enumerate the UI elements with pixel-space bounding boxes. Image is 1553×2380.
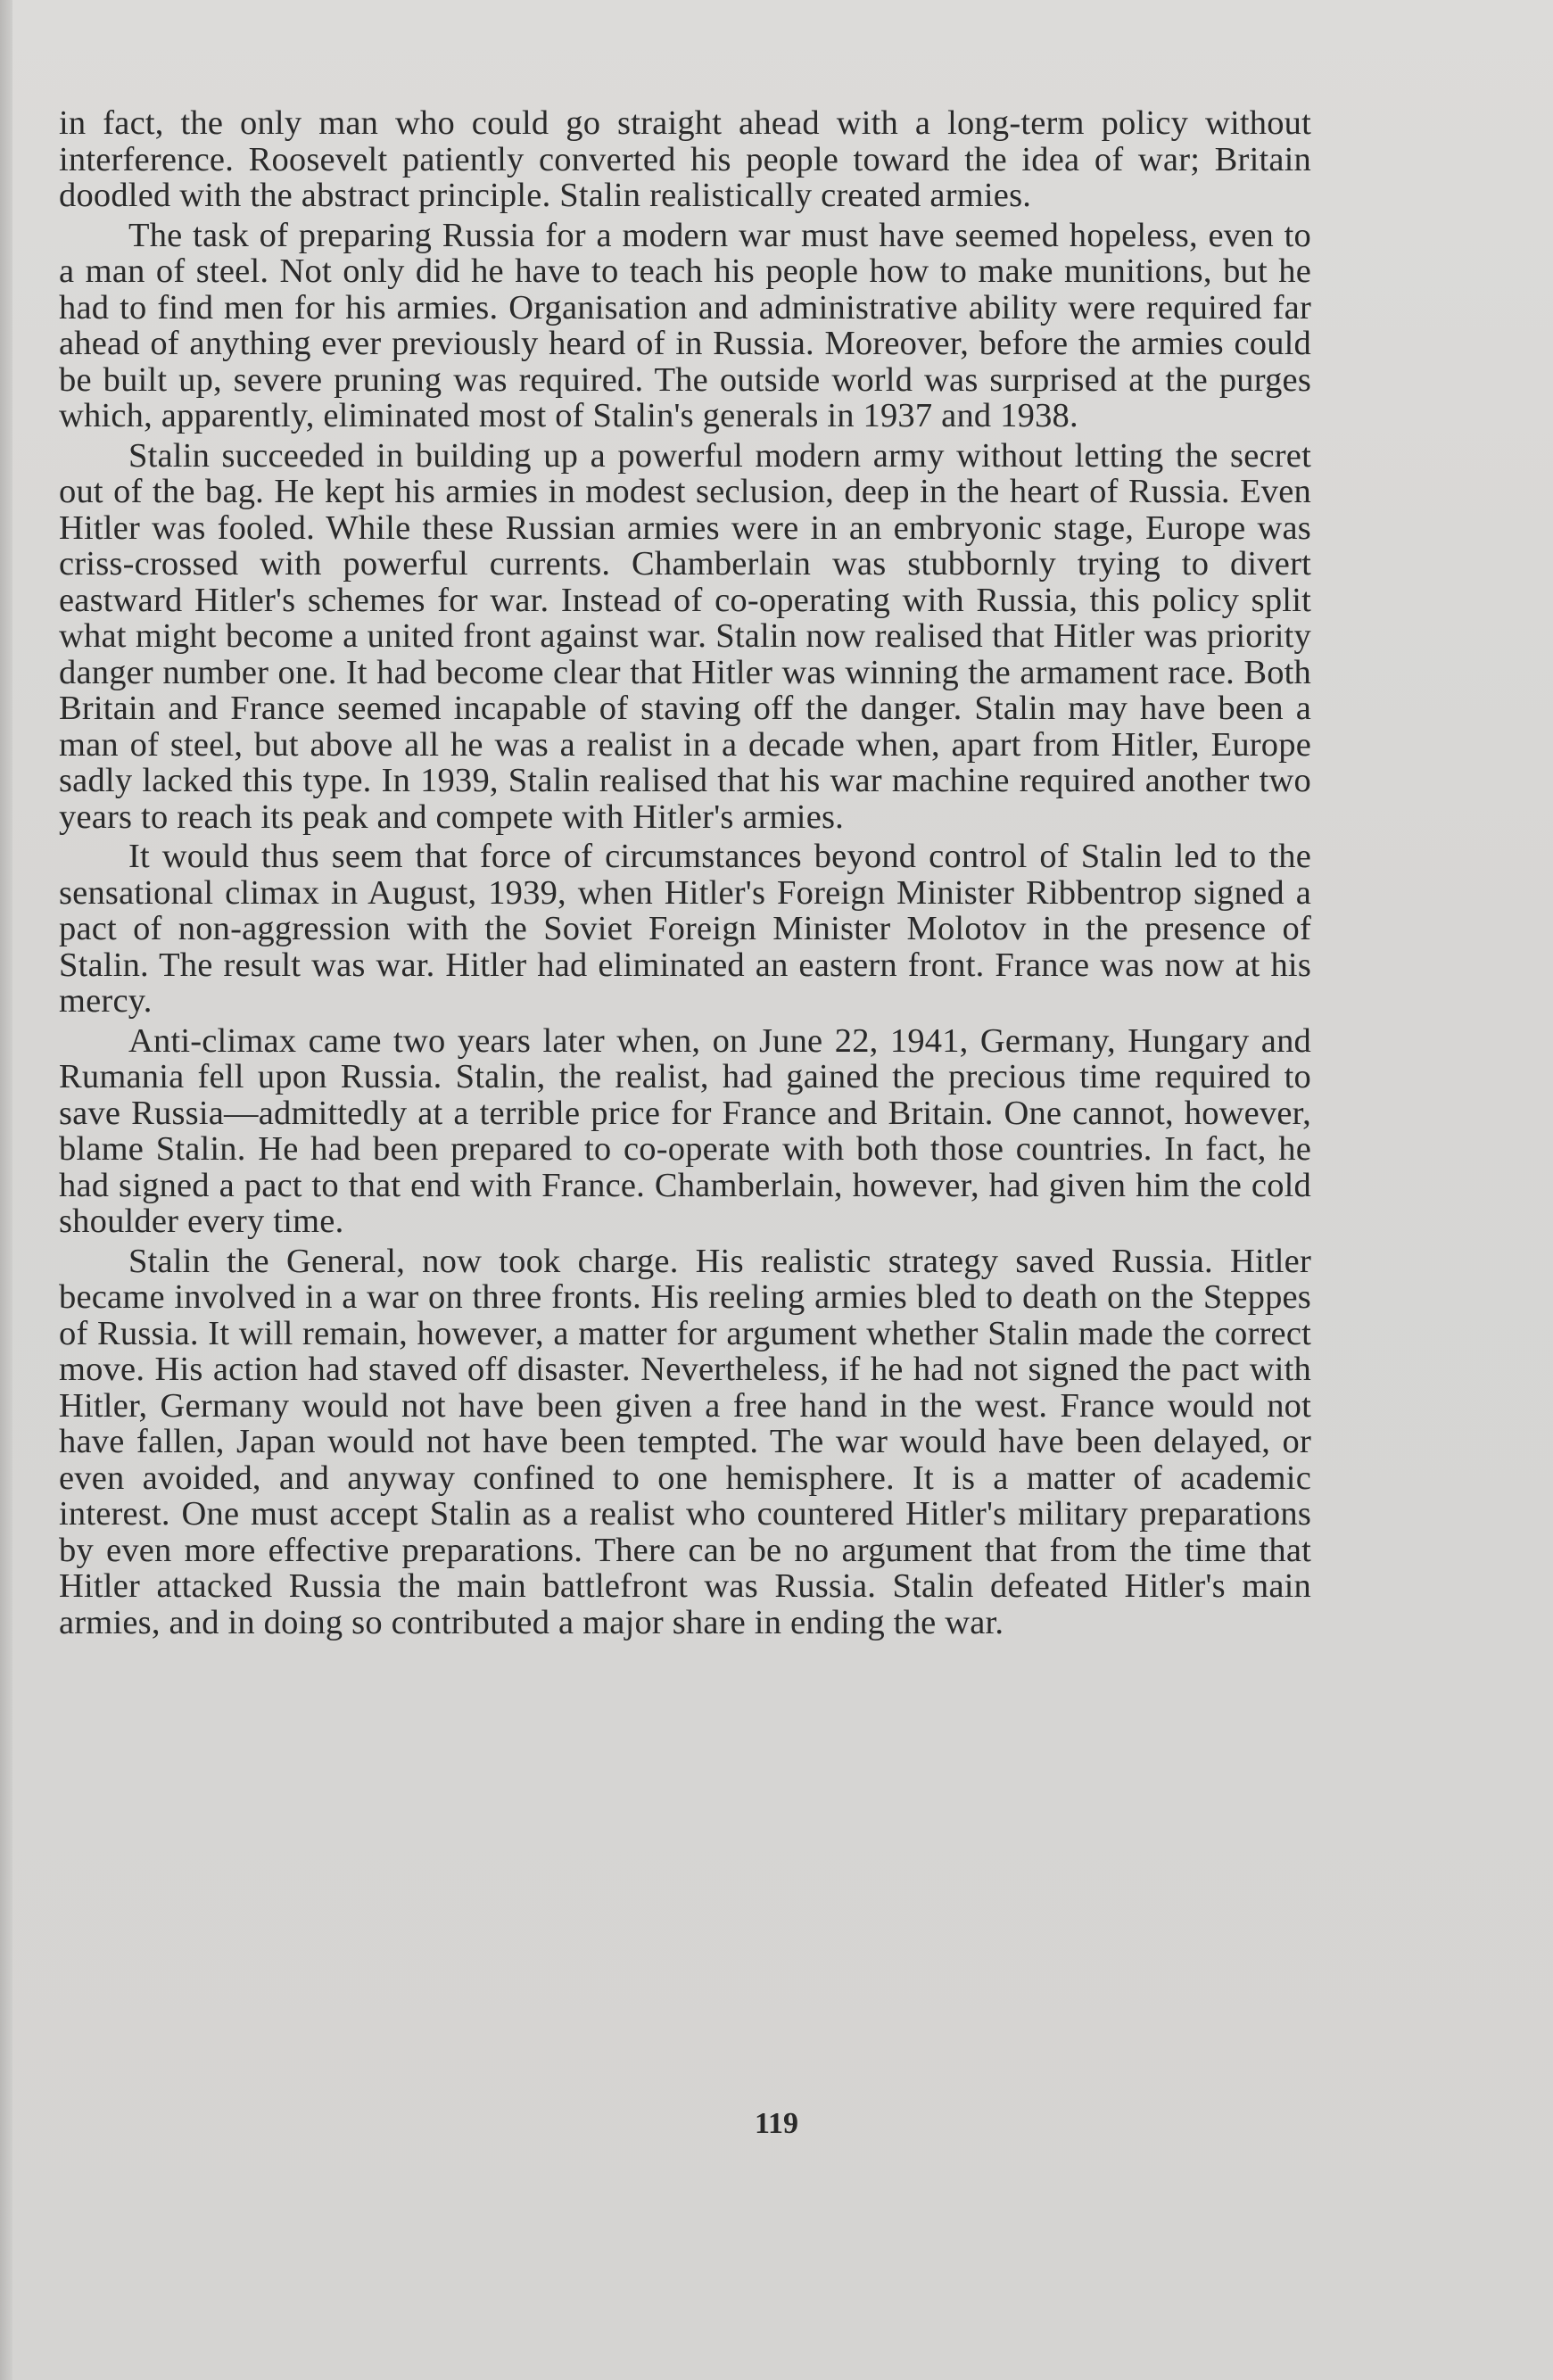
body-text — [59, 105, 1311, 1644]
page-binding-edge — [0, 0, 12, 2380]
paragraph-pact-1939: It would thus seem that force of circumstances beyond control of Stalin led to the sensational climax in August, 1939, when Hitler's Foreign Minister Ribbentrop signed a pact of non-aggression with the Soviet Foreign Minister Molotov in the presence of Stalin. The result was war. Hitler had eliminated an eastern front. France was now at his mercy. — [59, 838, 1311, 1020]
paragraph-preparing-russia: The task of preparing Russia for a modern war must have seemed hopeless, even to a man of steel. Not only did he have to teach his people how to make munitions, but he had to find men for his armies. Organisation and administrative ability were required far ahead of anything ever previously heard of in Russia. Moreover, before the armies could be built up, severe pruning was required. The outside world was surprised at the purges which, apparently, eliminated most of Stalin's generals in 1937 and 1938. — [59, 216, 1311, 434]
paragraph-powerful-army: Stalin succeeded in building up a powerful modern army without letting the secret out of the bag. He kept his armies in modest seclusion, deep in the heart of Russia. Even Hitler was fooled. While these Russian armies were in an embryonic stage, Europe was criss-crossed with powerful currents. Chamberlain was stubbornly trying to divert eastward Hitler's schemes for war. Instead of co-operating with Russia, this policy split what might become a united front against war. Stalin now realised that Hitler was priority danger number one. It had become clear that Hitler was winning the armament race. Both Britain and France seemed incapable of staving off the danger. Stalin may have been a man of steel, but above all he was a realist in a decade when, apart from Hitler, Europe sadly lacked this type. In 1939, Stalin realised that his war machine required another two years to reach its peak and compete with Hitler's armies. — [59, 436, 1311, 836]
page-number: 119 — [754, 2107, 799, 2140]
paragraph-continuation: in fact, the only man who could go straight ahead with a long-term policy without interference. Roosevelt patiently converted his people toward the idea of war; Britain doodled with the abstract principle. Stalin realistically created armies. — [59, 104, 1311, 214]
paragraph-stalin-general: Stalin the General, now took charge. His realistic strategy saved Russia. Hitler became involved in a war on three fronts. His reeling armies bled to death on the Steppes of Russia. It will remain, however, a matter for argument whether Stalin made the correct move. His action had staved off disaster. Nevertheless, if he had not signed the pact with Hitler, Germany would not have been given a free hand in the west. France would not have fallen, Japan would not have been tempted. The war would have been delayed, or even avoided, and anyway confined to one hemisphere. It is a matter of academic interest. One must accept Stalin as a realist who countered Hitler's military preparations by even more effective preparations. There can be no argument that from the time that Hitler attacked Russia the main battlefront was Russia. Stalin defeated Hitler's main armies, and in doing so contributed a major share in ending the war. — [59, 1242, 1311, 1641]
paragraph-anti-climax-1941: Anti-climax came two years later when, on June 22, 1941, Germany, Hungary and Rumania fell upon Russia. Stalin, the realist, had gained the precious time required to save Russia—admittedly at a terrible price for France and Britain. One cannot, however, blame Stalin. He had been prepared to co-operate with both those countries. In fact, he had signed a pact to that end with France. Chamberlain, however, had given him the cold shoulder every time. — [59, 1021, 1311, 1240]
